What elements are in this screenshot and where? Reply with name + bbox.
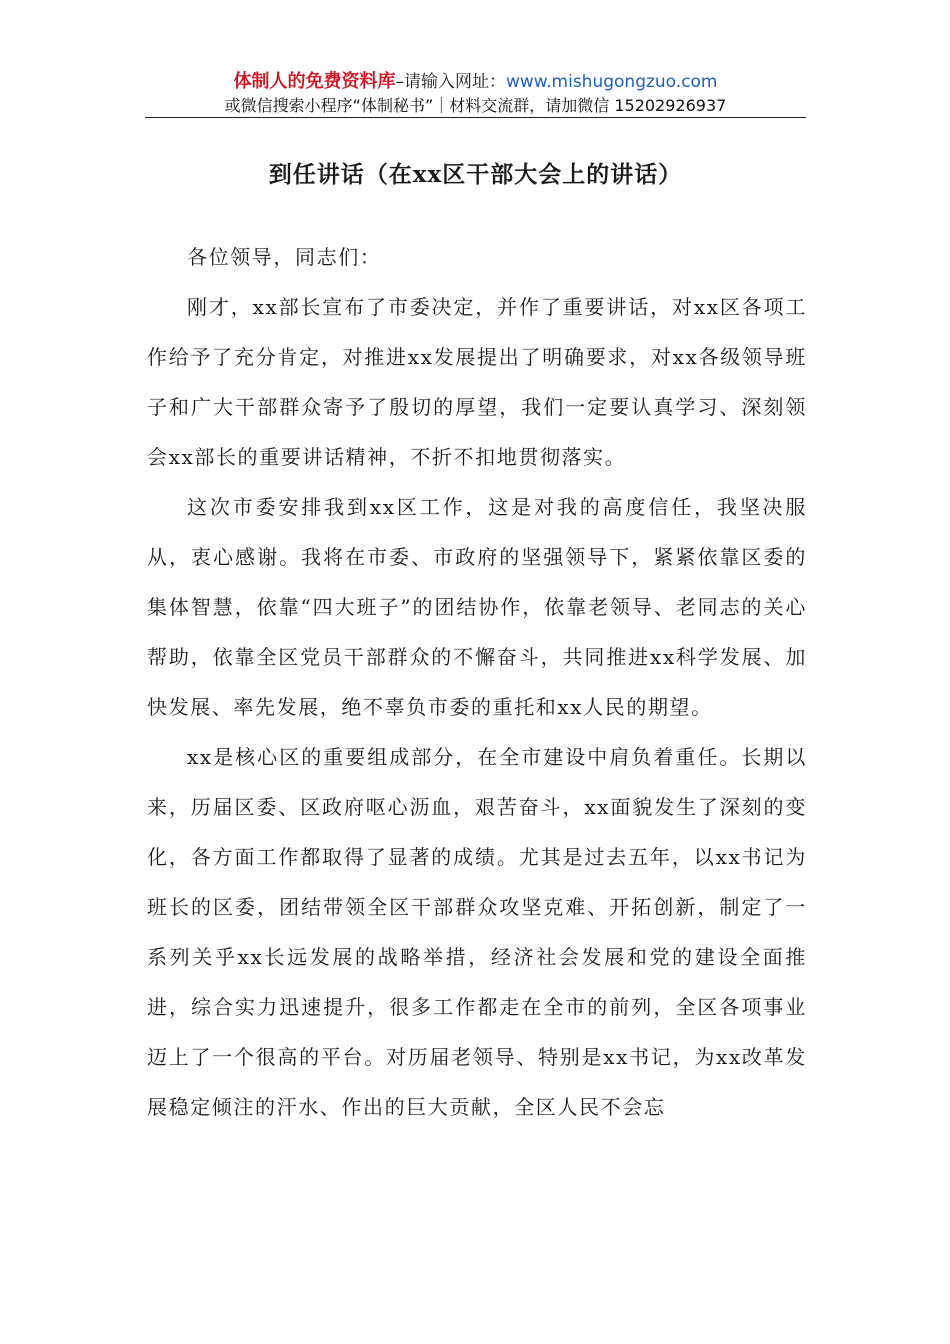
- header-line-2: 或微信搜索小程序“体制秘书”｜材料交流群，请加微信 15202926937: [224, 96, 727, 115]
- document-title: 到任讲话（在xx区干部大会上的讲话）: [268, 161, 683, 188]
- salutation: 各位领导，同志们：: [187, 245, 382, 269]
- header-divider: [145, 117, 806, 118]
- paragraph-3: xx是核心区的重要组成部分，在全市建设中肩负着重任。长期以来，历届区委、区政府呕心沥血，艰苦奋斗，xx面貌发生了深刻的变化，各方面工作都取得了显著的成绩。尤其是过去五年，以xx书记为班长的区委，团结带领全区干部群众攻坚克难、开拓创新，制定了一系列关乎xx长远发展的战略举措，经济社会发展和党的建设全面推进，综合实力迅速提升，很多工作都走在全市的前列，全区各项事业迈上了一个很高的平台。对历届老领导、特别是xx书记，为xx改革发展稳定倾注的汗水、作出的巨大贡献，全区人民不会忘: [147, 745, 807, 1119]
- paragraph-1: 刚才，xx部长宣布了市委决定，并作了重要讲话，对xx区各项工作给予了充分肯定，对推进xx发展提出了明确要求，对xx各级领导班子和广大干部群众寄予了殷切的厚望，我们一定要认真学习、深刻领会xx部长的重要讲话精神，不折不扣地贯彻落实。: [147, 295, 807, 469]
- page-header: [145, 70, 806, 117]
- paragraph-2: 这次市委安排我到xx区工作，这是对我的高度信任，我坚决服从，衷心感谢。我将在市委、市政府的坚强领导下，紧紧依靠区委的集体智慧，依靠“四大班子”的团结协作，依靠老领导、老同志的关心帮助，依靠全区党员干部群众的不懈奋斗，共同推进xx科学发展、加快发展、率先发展，绝不辜负市委的重托和xx人民的期望。: [147, 495, 807, 719]
- header-url-link[interactable]: www.mishugongzuo.com: [505, 72, 718, 92]
- header-line-1: [145, 70, 806, 94]
- header-prompt: –请输入网址：: [395, 72, 506, 92]
- header-brand: 体制人的免费资料库: [233, 71, 396, 92]
- document-body: [147, 232, 807, 1132]
